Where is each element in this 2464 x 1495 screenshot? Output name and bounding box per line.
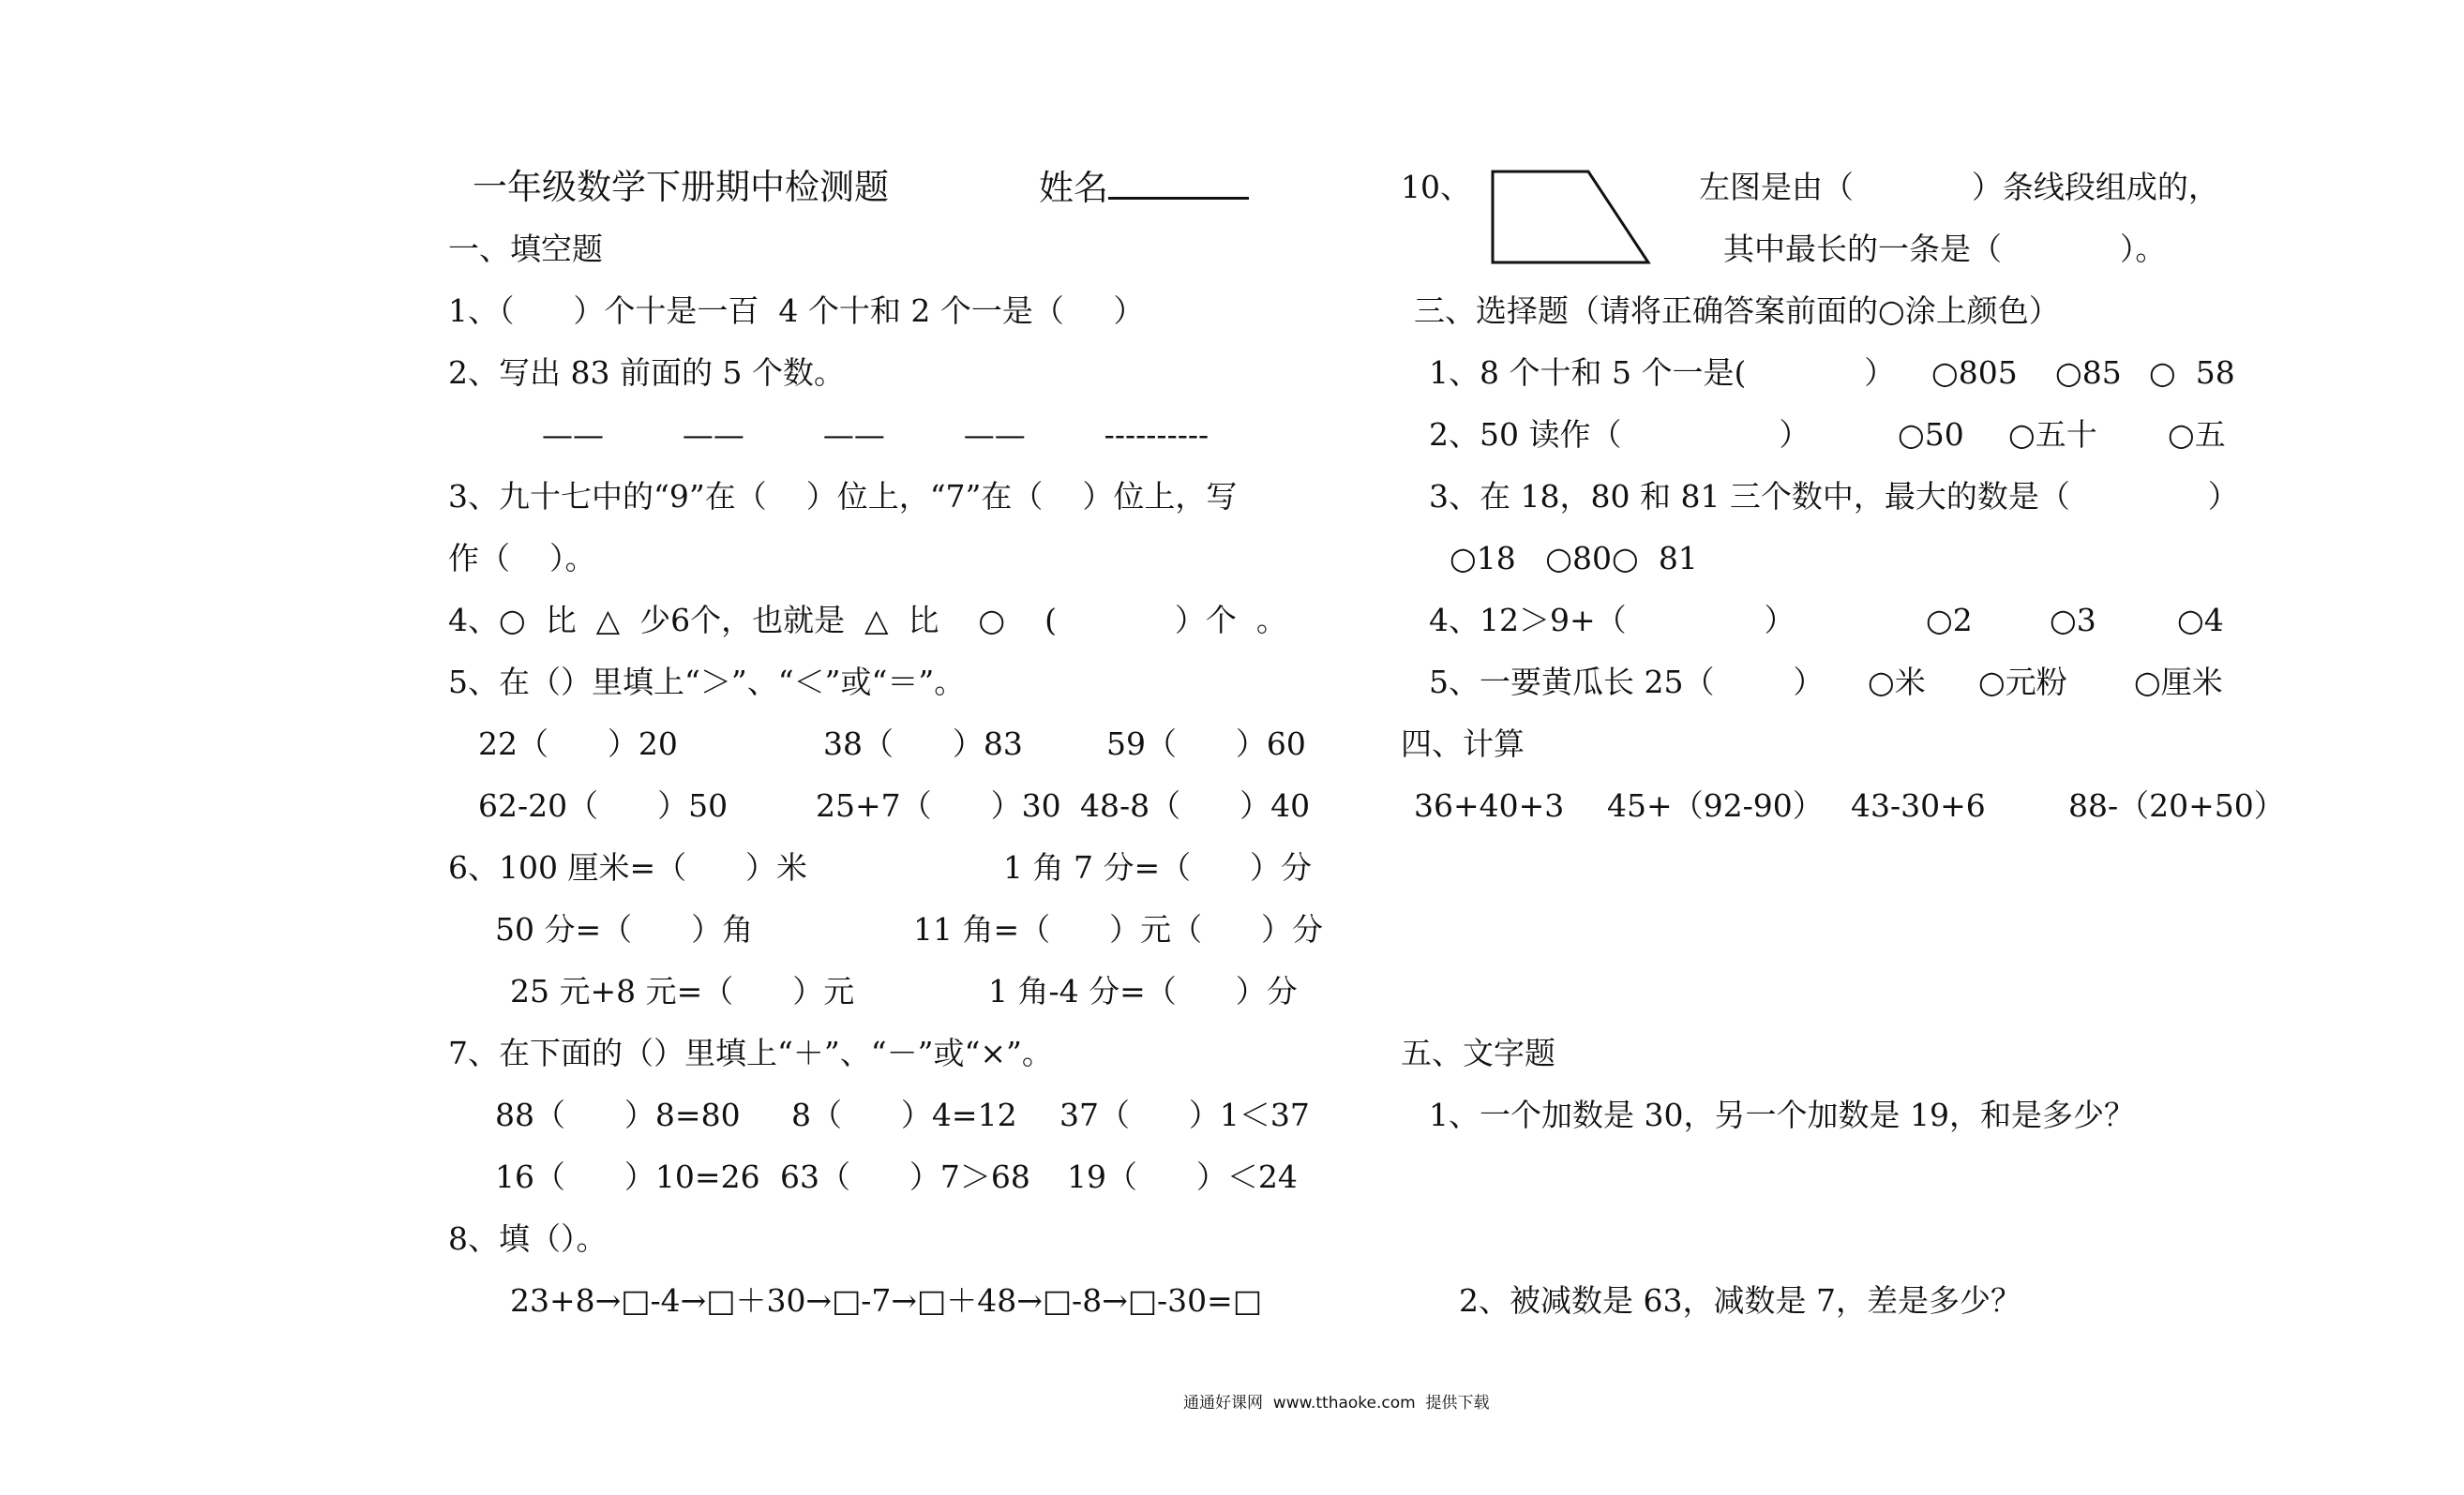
question-8-chain: 23+8→□-4→□＋30→□-7→□＋48→□-8→□-30=□ xyxy=(510,1282,1263,1319)
q7-row2-item2: 63（ ）7＞68 xyxy=(780,1159,1030,1195)
choice-4-option-a: ○2 xyxy=(1926,602,1973,638)
q7-row1-item3: 37（ ）1＜37 xyxy=(1059,1097,1310,1133)
question-10-line2: 其中最长的一条是（ ）。 xyxy=(1723,231,2167,267)
q7-row1-item2: 8（ ）4=12 xyxy=(791,1097,1017,1133)
q5-row2-item1: 62-20（ ）50 xyxy=(478,787,729,824)
q5-row2-item2: 25+7（ ）30 xyxy=(816,787,1061,824)
footer-credit: 通通好课网 www.tthaoke.com 提供下载 xyxy=(1183,1394,1490,1413)
choice-2-option-b: ○五十 xyxy=(2008,416,2097,453)
name-blank-line xyxy=(1108,169,1249,200)
question-2-blanks: —— —— —— —— ---------- xyxy=(542,416,1209,453)
q5-row1-item3: 59（ ）60 xyxy=(1106,725,1306,762)
q5-row1-item1: 22（ ）20 xyxy=(478,725,678,762)
question-2: 2、写出 83 前面的 5 个数。 xyxy=(448,354,845,391)
q5-row1-item2: 38（ ）83 xyxy=(823,725,1023,762)
choice-3-question: 3、在 18，80 和 81 三个数中，最大的数是（ ） xyxy=(1429,478,2239,515)
q5-row2-item3: 48-8（ ）40 xyxy=(1080,787,1311,824)
section-calc-heading: 四、计算 xyxy=(1401,725,1525,762)
section-fill-blank-heading: 一、填空题 xyxy=(448,231,603,267)
choice-1-option-b: ○85 xyxy=(2055,354,2122,391)
calc-3: 43-30+6 xyxy=(1851,787,1986,824)
word-problem-2: 2、被减数是 63，减数是 7，差是多少？ xyxy=(1459,1282,2021,1319)
choice-2-option-a: ○50 xyxy=(1898,416,1964,453)
choice-3-options: ○18 ○80○ 81 xyxy=(1450,540,1698,576)
name-label: 姓名 xyxy=(1039,168,1108,208)
question-1: 1、（ ）个十是一百 4 个十和 2 个一是（ ） xyxy=(448,292,1145,329)
q6-row3-item2: 1 角-4 分=（ ）分 xyxy=(988,973,1298,1009)
question-10-line1: 左图是由（ ）条线段组成的， xyxy=(1699,169,2219,205)
question-4: 4、○ 比 △ 少6个，也就是 △ 比 ○ ( ）个 。 xyxy=(448,602,1287,638)
choice-5-option-b: ○元粉 xyxy=(1978,664,2067,700)
trapezoid-figure xyxy=(1491,169,1660,268)
q7-row2-item1: 16（ ）10=26 xyxy=(495,1159,760,1195)
choice-4-option-b: ○3 xyxy=(2050,602,2096,638)
calc-2: 45+（92-90） xyxy=(1607,787,1824,824)
q7-row2-item3: 19（ ）＜24 xyxy=(1067,1159,1298,1195)
q6-row2-item1: 50 分=（ ）角 xyxy=(495,911,754,948)
q6-row2-item2: 11 角=（ ）元（ ）分 xyxy=(913,911,1324,948)
question-7: 7、在下面的（）里填上“＋”、“－”或“×”。 xyxy=(448,1035,1053,1071)
word-problem-1: 1、一个加数是 30，另一个加数是 19，和是多少？ xyxy=(1429,1097,2135,1133)
question-5: 5、在（）里填上“＞”、“＜”或“＝”。 xyxy=(448,664,966,700)
choice-5-option-c: ○厘米 xyxy=(2134,664,2223,700)
choice-1-option-a: ○805 xyxy=(1931,354,2018,391)
choice-1-question: 1、8 个十和 5 个一是( ） xyxy=(1429,354,1896,391)
choice-4-question: 4、12＞9+（ ） xyxy=(1429,602,1795,638)
section-word-problems-heading: 五、文字题 xyxy=(1401,1035,1555,1071)
question-10-number: 10、 xyxy=(1401,169,1471,205)
q6-row1-item1: 6、100 厘米=（ ）米 xyxy=(448,849,808,886)
q6-row3-item1: 25 元+8 元=（ ）元 xyxy=(510,973,855,1009)
choice-2-option-c: ○五 xyxy=(2168,416,2226,453)
choice-1-option-c: ○ 58 xyxy=(2149,354,2235,391)
choice-2-question: 2、50 读作（ ） xyxy=(1429,416,1810,453)
choice-5-option-a: ○米 xyxy=(1868,664,1926,700)
name-field xyxy=(1039,169,1249,207)
calc-4: 88-（20+50） xyxy=(2068,787,2285,824)
page-title: 一年级数学下册期中检测题 xyxy=(473,167,889,207)
choice-5-question: 5、一要黄瓜长 25（ ） xyxy=(1429,664,1825,700)
question-3-line2: 作（ ）。 xyxy=(448,540,596,576)
section-choice-heading: 三、选择题（请将正确答案前面的○涂上颜色） xyxy=(1414,292,2060,329)
choice-4-option-c: ○4 xyxy=(2177,602,2224,638)
question-3-line1: 3、九十七中的“9”在（ ）位上，“7”在（ ）位上，写 xyxy=(448,478,1238,515)
q6-row1-item2: 1 角 7 分=（ ）分 xyxy=(1003,849,1313,886)
calc-1: 36+40+3 xyxy=(1414,787,1565,824)
q7-row1-item1: 88（ ）8=80 xyxy=(495,1097,741,1133)
question-8: 8、填（）。 xyxy=(448,1220,608,1257)
